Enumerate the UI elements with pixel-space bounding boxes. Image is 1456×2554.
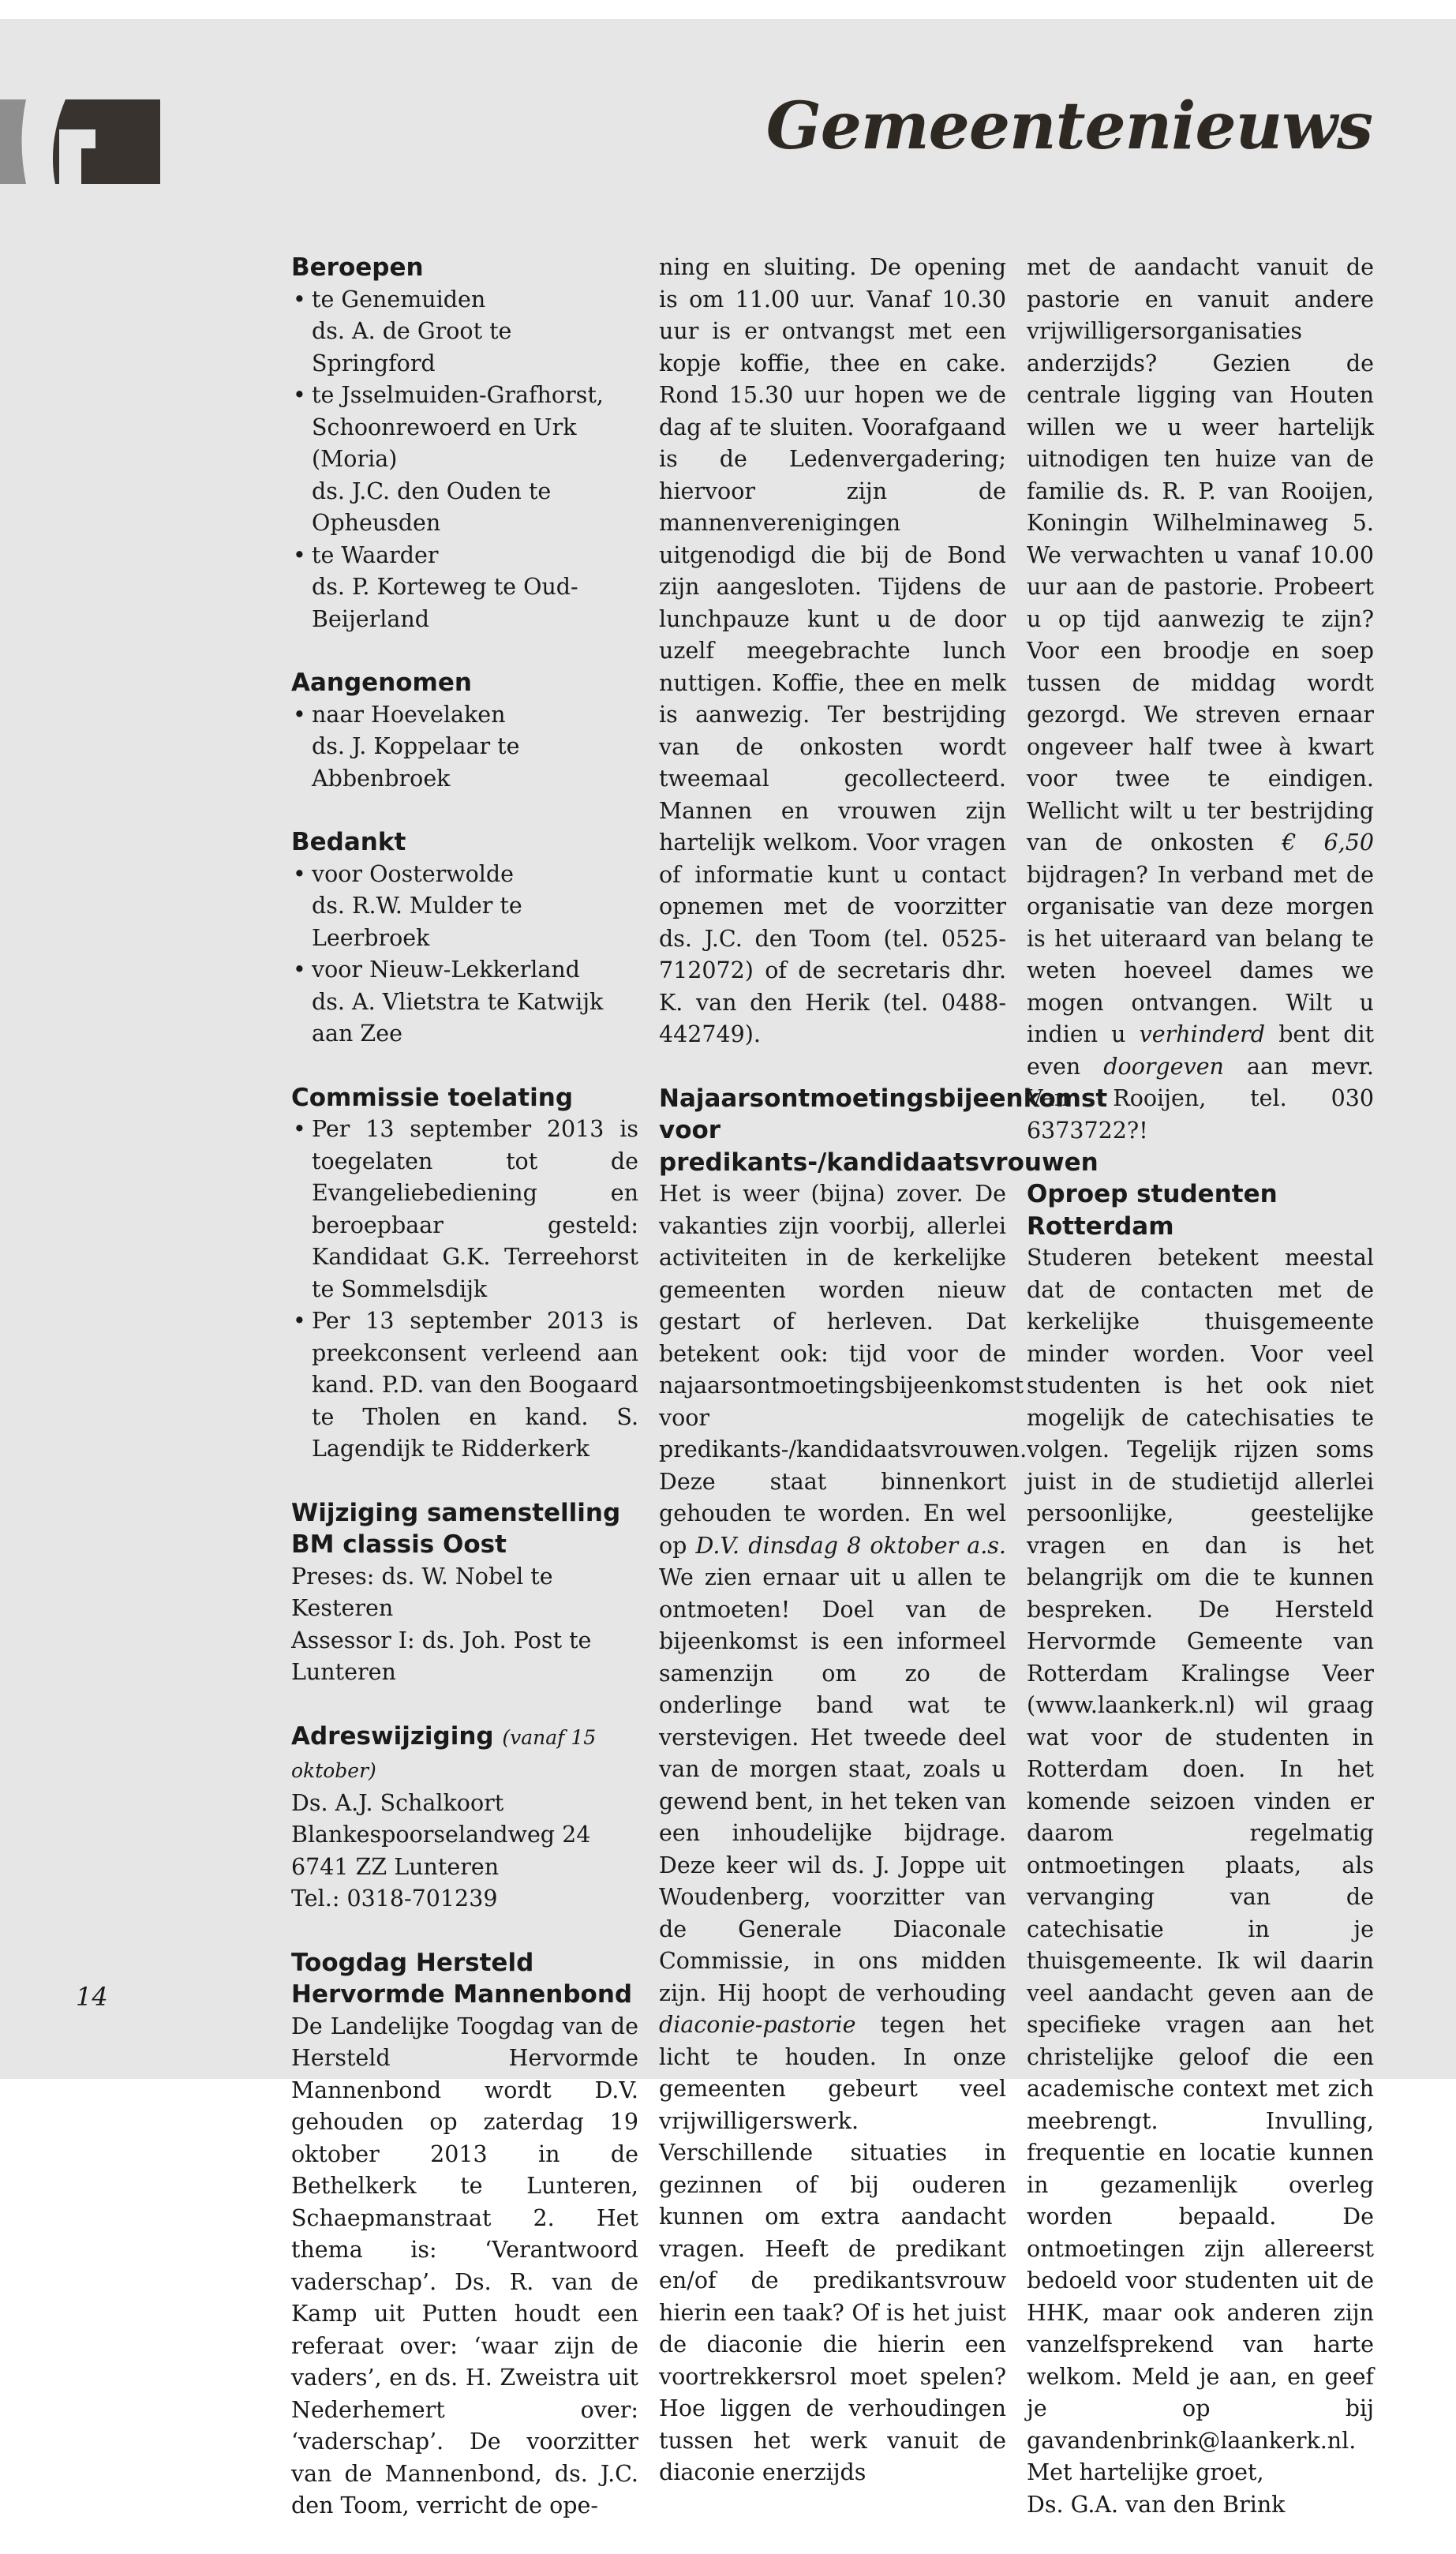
- section-heading: [291, 1721, 638, 1788]
- list-item-detail: ds. J. Koppelaar te Abbenbroek: [312, 733, 520, 792]
- section-bedankt: [291, 826, 638, 1050]
- column-3: [1027, 252, 1374, 2552]
- list-item-place: • voor Nieuw-Lekkerland: [291, 954, 638, 987]
- magazine-logo-icon: [0, 99, 160, 184]
- list-item-place: • te Jsselmuiden-Grafhorst,: [291, 380, 638, 412]
- list-item-place: • voor Oosterwolde: [291, 859, 638, 891]
- address-line: Tel.: 0318-701239: [291, 1886, 498, 1912]
- section-wijziging: [291, 1497, 638, 1689]
- section-heading: Oproep studenten Rotterdam: [1027, 1180, 1278, 1241]
- text-run: We zien ernaar uit u allen te ontmoeten! Doel van de bijeenkomst is een informeel samenzijn om zo de onderlinge band wat te verstevigen. Het tweede deel van de morgen staat, zoals u gewend bent, in het teken van een inhoudelijke bijdrage. Deze keer wil ds. J. Joppe uit Woudenberg, voorzitter van de Generale Diaconale Commissie, in ons midden zijn. Hij hoopt de verhouding: [659, 1564, 1006, 2006]
- heading-text: Adreswijziging: [291, 1721, 494, 1751]
- section-commissie-toelating: [291, 1082, 638, 1466]
- list-item-detail: ds. J.C. den Ouden te Opheusden: [312, 477, 552, 536]
- list-item-detail: ds. A. de Groot te Springford: [312, 318, 512, 376]
- list-item: [291, 954, 638, 1050]
- section-heading: Commissie toelating: [291, 1083, 574, 1112]
- list-item-detail: ds. A. Vlietstra te Katwijk aan Zee: [312, 988, 604, 1047]
- article-body: [659, 1178, 1027, 2489]
- list-item-detail: Schoonrewoerd en Urk (Moria): [312, 414, 577, 472]
- text-run: tegen het licht te houden. In onze gemeenten gebeurt veel vrijwilligerswerk. Verschillende situaties in gezinnen of bij ouderen kunnen om extra aandacht vragen. Heeft de predikant en/of de predikantsvrouw hierin een taak? Of is het juist de diaconie die hierin een voortrekkersrol moet spelen? Hoe liggen de verhoudingen tussen het werk vanuit de diaconie enerzijds: [659, 2012, 1006, 2485]
- amount-text: € 6,50: [1282, 829, 1375, 856]
- emphasis-text: D.V. dinsdag 8 oktober a.s.: [695, 1532, 1006, 1559]
- section-aangenomen: [291, 667, 638, 795]
- section-heading: Beroepen: [291, 253, 424, 282]
- address-line: Blankespoorselandweg 24: [291, 1822, 591, 1848]
- section-heading: Toogdag Hersteld Hervormde Mannenbond: [291, 1948, 633, 2009]
- address-line: Ds. A.J. Schalkoort: [291, 1789, 504, 1816]
- list-item: [291, 284, 638, 380]
- heading-line: BM classis Oost: [291, 1530, 507, 1559]
- list-item: [291, 699, 638, 796]
- section-toogdag-continued: [659, 252, 1006, 1051]
- signature: Ds. G.A. van den Brink: [1027, 2491, 1286, 2518]
- article-body: De Landelijke Toogdag van de Hersteld Hervormde Mannenbond wordt D.V. gehouden op zaterdag 19 oktober 2013 in de Bethelkerk te Lunteren, Schaepmanstraat 2. Het thema is: ‘Verantwoord vaderschap’. Ds. R. van de Kamp uit Putten houdt een referaat over: ‘waar zijn de vaders’, en ds. H. Zweistra uit Nederhemert over: ‘vaderschap’. De voorzitter van de Mannenbond, ds. J.C. den Toom, verricht de ope-: [291, 2013, 638, 2518]
- text-run: Het is weer (bijna) zover. De vakanties zijn voorbij, allerlei activiteiten in de kerkelijke gemeenten worden nieuw gestart of herleven. Dat betekent ook: tijd voor de najaarsontmoetingsbijeenkomst voor predikants-/kandidaatsvrouwen. Deze staat binnenkort gehouden te worden. En wel op: [659, 1181, 1027, 1559]
- section-najaarsontmoeting: [659, 1083, 1108, 2489]
- article-body: [1027, 252, 1374, 1147]
- emphasis-text: diaconie-pastorie: [659, 2012, 856, 2038]
- closing-line: Met hartelijke groet,: [1027, 2459, 1264, 2485]
- column-2: [659, 252, 1108, 2521]
- list-item-place: • te Genemuiden: [291, 284, 638, 316]
- heading-note: (vanaf 15 oktober): [291, 1725, 597, 1782]
- list-item-place: • naar Hoevelaken: [291, 699, 638, 732]
- section-toogdag: [291, 1947, 638, 2522]
- column-1: [291, 252, 638, 2554]
- list-item: [291, 380, 638, 540]
- text-line: Preses: ds. W. Nobel te Kesteren: [291, 1563, 553, 1621]
- emphasis-text: doorgeven: [1103, 1053, 1224, 1080]
- section-heading: [291, 1497, 638, 1561]
- section-najaarsontmoeting-continued: [1027, 252, 1374, 1147]
- list-item-place: • te Waarder: [291, 540, 638, 572]
- list-item: [291, 540, 638, 636]
- text-run: met de aandacht vanuit de pastorie en vanuit andere vrijwilligersorganisaties anderzijds? Gezien de centrale ligging van Houten willen we u weer hartelijk uitnodigen ten huize van de familie ds. R. P. van Rooijen, Koningin Wilhelminaweg 5. We verwachten u vanaf 10.00 uur aan de pastorie. Probeert u op tijd aanwezig te zijn? Voor een broodje en soep tussen de middag wordt gezorgd. We streven ernaar ongeveer half twee à kwart voor twee te eindigen. Wellicht wilt u ter bestrijding van de onkosten: [1027, 254, 1374, 856]
- article-body: ning en sluiting. De opening is om 11.00 uur. Vanaf 10.30 uur is er ontvangst met een kopje koffie, thee en cake. Rond 15.30 uur hopen we de dag af te sluiten. Voorafgaand is de Ledenvergadering; hiervoor zijn de mannenverenigingen uitgenodigd die bij de Bond zijn aangesloten. Tijdens de lunchpauze kunt u de door uzelf meegebrachte lunch nuttigen. Koffie, thee en melk is aanwezig. Ter bestrijding van de onkosten wordt tweemaal gecollecteerd. Mannen en vrouwen zijn hartelijk welkom. Voor vragen of informatie kunt u contact opnemen met de voorzitter ds. J.C. den Toom (tel. 0525-712072) of de secretaris dhr. K. van den Herik (tel. 0488-442749).: [659, 254, 1006, 1047]
- section-adreswijziging: [291, 1721, 638, 1916]
- list-item-detail: ds. P. Korteweg te Oud-Beijerland: [312, 574, 578, 632]
- section-heading: Bedankt: [291, 828, 406, 856]
- section-beroepen: [291, 252, 638, 635]
- heading-line: Wijziging samenstelling: [291, 1498, 621, 1527]
- section-heading: Aangenomen: [291, 668, 472, 697]
- text-run: bent dit even: [1027, 1021, 1375, 1080]
- address-line: 6741 ZZ Lunteren: [291, 1853, 500, 1880]
- page-title: Gemeentenieuws: [765, 88, 1372, 164]
- list-item-detail: ds. R.W. Mulder te Leerbroek: [312, 893, 522, 951]
- list-item: • Per 13 september 2013 is preekconsent verleend aan kand. P.D. van den Boogaard te Tholen en kand. S. Lagendijk te Ridderkerk: [291, 1305, 638, 1466]
- section-oproep-studenten: [1027, 1178, 1374, 2521]
- emphasis-text: verhinderd: [1139, 1021, 1266, 1047]
- text-run: bijdragen? In verband met de organisatie van deze morgen is het uiteraard van belang te weten hoeveel dames we mogen ontvangen. Wilt u indien u: [1027, 861, 1374, 1047]
- text-line: Assessor I: ds. Joh. Post te Lunteren: [291, 1627, 592, 1685]
- section-heading: Najaarsontmoetingsbijeenkomst voor predikants-/kandidaatsvrouwen: [659, 1084, 1108, 1177]
- article-body: Studeren betekent meestal dat de contacten met de kerkelijke thuisgemeente minder worden. Voor veel studenten is het ook niet mogelijk de catechisaties te volgen. Tegelijk rijzen soms juist in de studietijd allerlei persoonlijke, geestelijke vragen en dan is het belangrijk om die te kunnen bespreken. De Hersteld Hervormde Gemeente van Rotterdam Kralingse Veer (www.laankerk.nl) wil graag wat voor de studenten in Rotterdam doen. In het komende seizoen vinden er daarom regelmatig ontmoetingen plaats, als vervanging van de catechisatie in je thuisgemeente. Ik wil daarin veel aandacht geven aan de specifieke vragen aan het christelijke geloof die een academische context met zich meebrengt. Invulling, frequentie en locatie kunnen in gezamenlijk overleg worden bepaald. De ontmoetingen zijn allereerst bedoeld voor studenten uit de HHK, maar ook anderen zijn vanzelfsprekend van harte welkom. Meld je aan, en geef je op bij gavandenbrink@laankerk.nl.: [1027, 1245, 1374, 2454]
- text-run: aan mevr. Van Rooijen, tel. 030 6373722?!: [1027, 1053, 1374, 1144]
- page-number: 14: [76, 1982, 108, 2012]
- list-item: • Per 13 september 2013 is toegelaten tot de Evangeliebediening en beroepbaar gesteld: Kandidaat G.K. Terreehorst te Sommelsdijk: [291, 1114, 638, 1305]
- list-item: [291, 859, 638, 955]
- magazine-page: [0, 19, 1456, 2518]
